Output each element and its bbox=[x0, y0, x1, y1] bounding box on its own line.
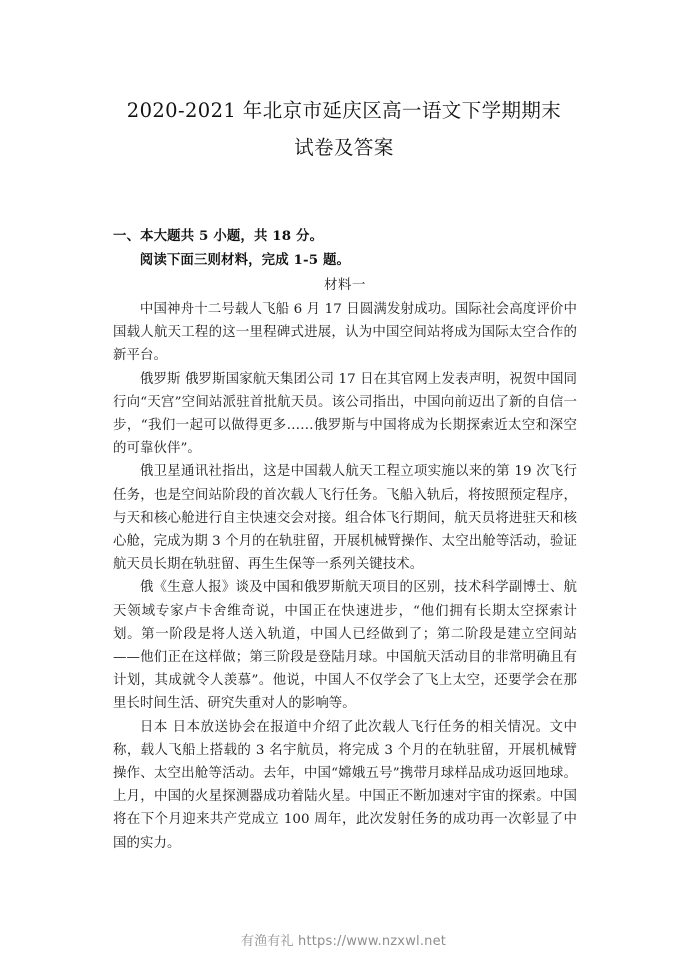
section-heading: 一、本大题共 5 小题，共 18 分。 bbox=[113, 228, 324, 244]
paragraph-2: 俄罗斯 俄罗斯国家航天集团公司 17 日在其官网上发表声明，祝贺中国同行向“天宫”空间站派驻首批航天员。该公司指出，中国向前迈出了新的自信一步，“我们一起可以做得更多……俄罗斯与中国将成为长期探索近太空和深空的可靠伙伴”。 bbox=[113, 371, 577, 457]
page-title-line-1: 2020-2021 年北京市延庆区高一语文下学期期末 bbox=[126, 99, 562, 122]
paragraph-4: 俄《生意人报》谈及中国和俄罗斯航天项目的区别，技术科学副博士、航天领域专家卢卡舍维奇说，中国正在快速进步，“他们拥有长期太空探索计划。第一阶段是将人送入轨道，中国人已经做到了；第二阶段是建立空间站——他们正在这样做；第三阶段是登陆月球。中国航天活动目的非常明确且有计划，其成就令人羡慕”。他说，中国人不仅学会了飞上太空，还要学会在那里长时间生活、研究失重对人的影响等。 bbox=[113, 580, 577, 712]
paragraph-3: 俄卫星通讯社指出，这是中国载人航天工程立项实施以来的第 19 次飞行任务，也是空间站阶段的首次载人飞行任务。飞船入轨后，将按照预定程序，与天和核心舱进行自主快速交会对接。组合体飞行期间，航天员将进驻天和核心舱，完成为期 3 个月的在轨驻留，开展机械臂操作、太空出舱等活动，验证航天员长期在轨驻留、再生生保等一系列关键技术。 bbox=[113, 464, 577, 573]
page-title-line-2: 试卷及答案 bbox=[294, 136, 394, 159]
footer-watermark: 有渔有礼 https://www.nzxwl.net bbox=[240, 934, 447, 949]
paragraph-1: 中国神舟十二号载人飞船 6 月 17 日圆满发射成功。国际社会高度评价中国载人航天工程的这一里程碑式进展，认为中国空间站将成为国际太空合作的新平台。 bbox=[113, 302, 577, 364]
paragraph-5: 日本 日本放送协会在报道中介绍了此次载人飞行任务的相关情况。文中称，载人飞船上搭载的 3 名宇航员，将完成 3 个月的在轨驻留，开展机械臂操作、太空出舱等活动。去年，中国“嫦娥五号”携带月球样品成功返回地球。上月，中国的火星探测器成功着陆火星。中国正不断加速对宇宙的探索。中国将在下个月迎来共产党成立 100 周年，此次发射任务的成功再一次彰显了中国的实力。 bbox=[113, 719, 577, 851]
material-label: 材料一 bbox=[324, 278, 366, 293]
document-body bbox=[113, 224, 577, 855]
section-subheading: 阅读下面三则材料，完成 1-5 题。 bbox=[139, 252, 351, 268]
page-title bbox=[108, 92, 580, 166]
